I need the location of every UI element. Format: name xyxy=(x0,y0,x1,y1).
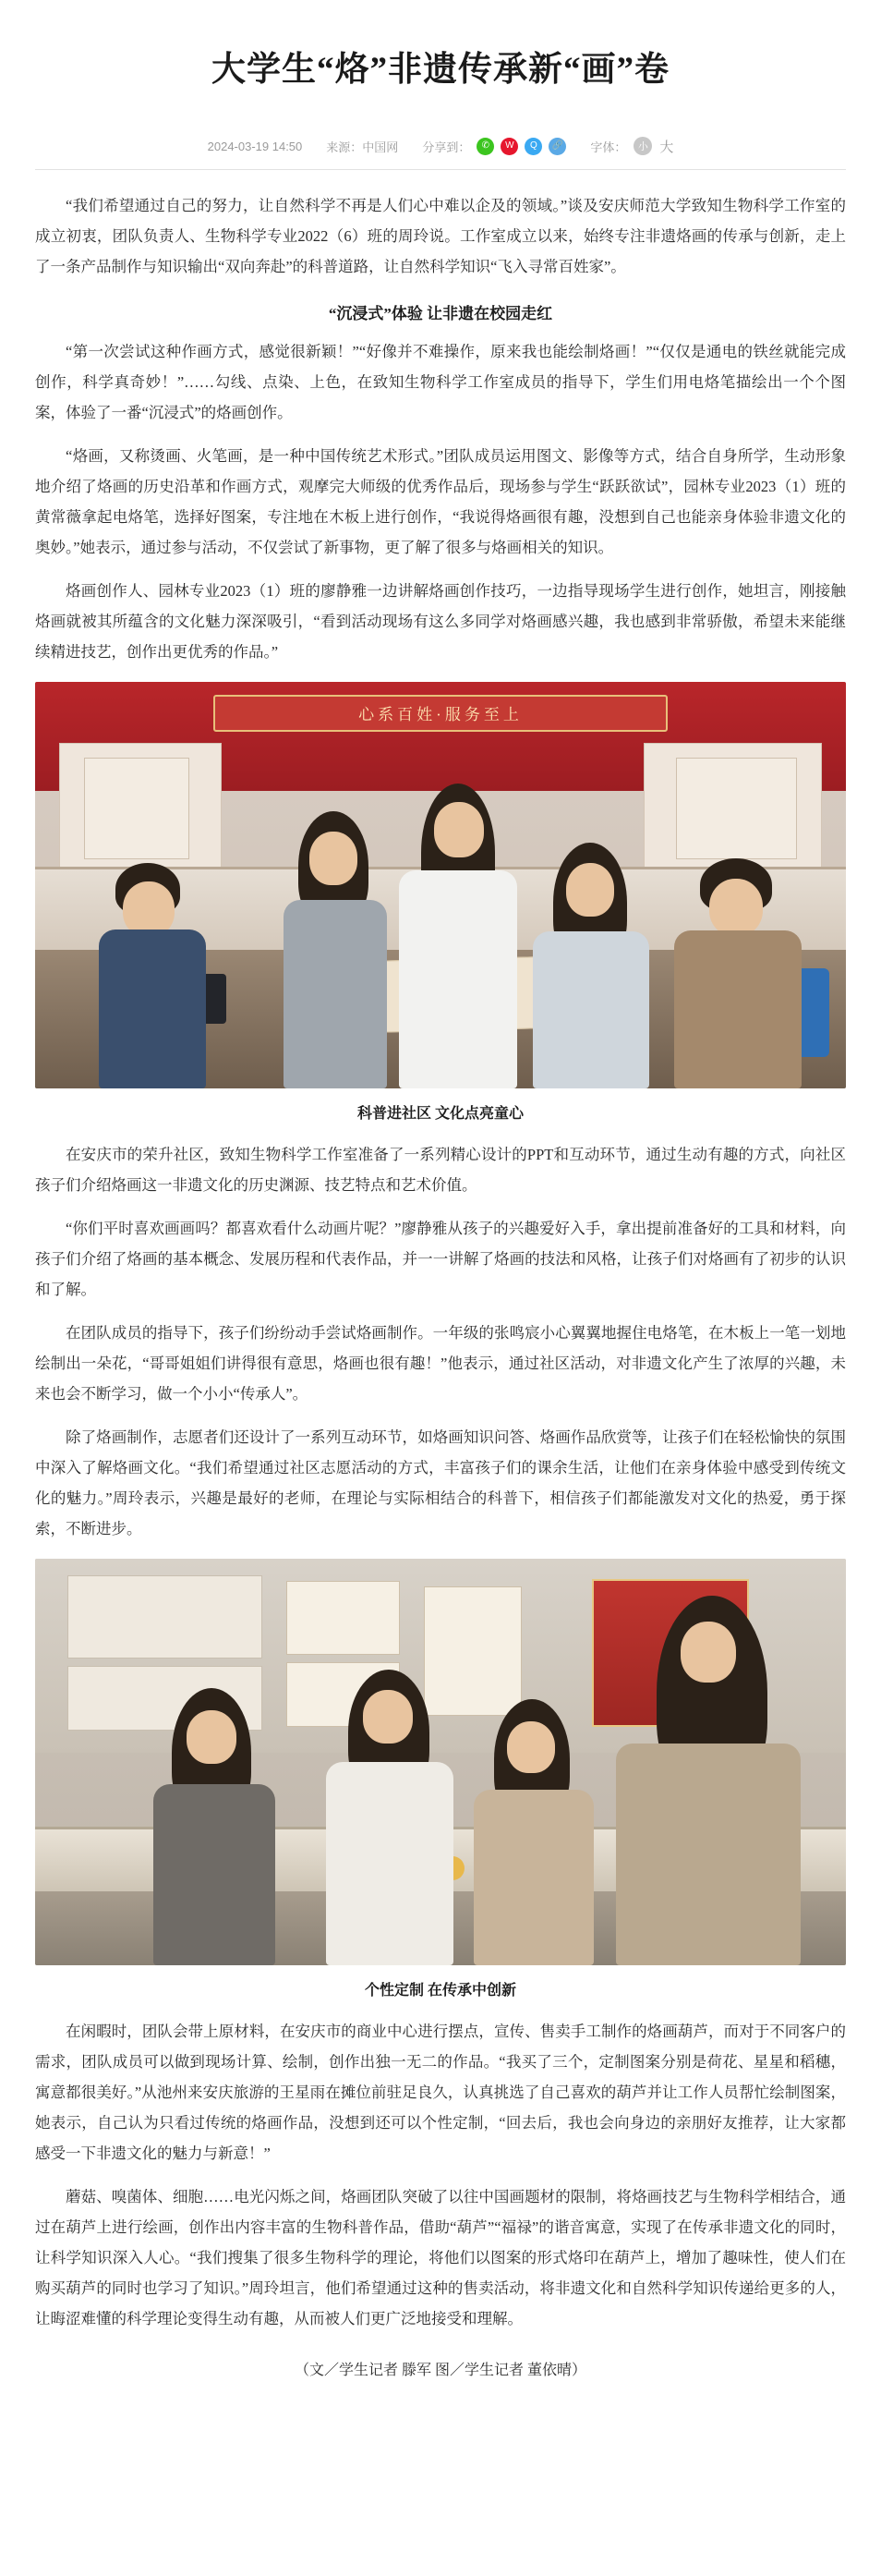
paragraph: 在闲暇时，团队会带上原材料，在安庆市的商业中心进行摆点，宣传、售卖手工制作的烙画葫芦，而对于不同客户的需求，团队成员可以做到现场计算、绘制，创作出独一无二的作品。“我买了三个，定制图案分别是荷花、星星和稻穗，寓意都很美好。”从池州来安庆旅游的王星雨在摊位前驻足良久，认真挑选了自己喜欢的葫芦并让工作人员帮忙绘制图案，她表示，自己认为只看过传统的烙画作品，没想到还可以个性定制，“回去后，我也会向身边的亲朋好友推荐，让大家都感受一下非遗文化的魅力与新意！” xyxy=(35,2022,846,2162)
paragraph: “第一次尝试这种作画方式，感觉很新颖！”“好像并不难操作，原来我也能绘制烙画！”“仅仅是通电的铁丝就能完成创作，科学真奇妙！”……勾线、点染、上色，在致知生物科学工作室成员的指导下，学生们用电烙笔描绘出一个个图案，体验了一番“沉浸式”的烙画创作。 xyxy=(35,342,846,421)
photo-classroom xyxy=(35,682,846,1088)
photo2-person-customer xyxy=(601,1596,814,1965)
photo2-shelf xyxy=(67,1575,262,1659)
font-size-small-button[interactable]: 小 xyxy=(634,137,652,155)
paragraph: 除了烙画制作，志愿者们还设计了一系列互动环节，如烙画知识问答、烙画作品欣赏等，让孩子们在轻松愉快的氛围中深入了解烙画文化。“我们希望通过社区志愿活动的方式，丰富孩子们的课余生活，让他们在亲身体验中感受到传统文化的魅力。”周玲表示，兴趣是最好的老师，在理论与实际相结合的科普下，相信孩子们都能激发对文化的热爱，勇于探索，不断进步。 xyxy=(35,1428,846,1537)
publish-date: 2024-03-19 14:50 xyxy=(207,139,303,153)
figure-caption: 科普进社区 文化点亮童心 xyxy=(356,1105,524,1122)
page-title: 大学生“烙”非遗传承新“画”卷 xyxy=(211,50,670,89)
font-size-label: 字体： xyxy=(590,140,627,154)
article-byline: （文／学生记者 滕军 图／学生记者 董依晴） xyxy=(294,2362,586,2378)
photo2-person-volunteer xyxy=(311,1670,468,1965)
figure-caption: 个性定制 在传承中创新 xyxy=(364,1982,516,1999)
photo1-person-student xyxy=(522,839,660,1088)
link-icon[interactable]: 🔗 xyxy=(549,138,566,155)
article-meta-bar xyxy=(0,133,881,169)
photo2-person-visitor xyxy=(465,1697,603,1965)
photo1-person-boy-left xyxy=(84,857,223,1088)
article-body xyxy=(0,190,881,2429)
wechat-icon[interactable]: ✆ xyxy=(477,138,494,155)
paragraph: 在安庆市的荣升社区，致知生物科学工作室准备了一系列精心设计的PPT和互动环节，通过生动有趣的方式，向社区孩子们介绍烙画这一非遗文化的历史渊源、技艺特点和艺术价值。 xyxy=(35,1145,846,1194)
font-size-group xyxy=(590,137,673,156)
source-value: 中国网 xyxy=(362,140,399,154)
photo1-person-instructor xyxy=(384,784,532,1088)
paragraph: 蘑菇、嗅菌体、细胞……电光闪烁之间，烙画团队突破了以往中国画题材的限制，将烙画技艺与生物科学相结合，通过在葫芦上进行绘画，创作出内容丰富的生物科普作品，借助“葫芦”“福禄”的谐音寓意，实现了在传承非遗文化的同时，让科学知识深入人心。“我们搜集了很多生物科学的理论，将他们以图案的形式烙印在葫芦上，增加了趣味性，使人们在购买葫芦的同时也学习了知识。”周玲坦言，他们希望通过这种的售卖活动，将非遗文化和自然科学知识传递给更多的人，让晦涩难懂的科学理论变得生动有趣，从而被人们更广泛地接受和理解。 xyxy=(35,2187,846,2327)
paragraph: “我们希望通过自己的努力，让自然科学不再是人们心中难以企及的领域。”谈及安庆师范大学致知生物科学工作室的成立初衷，团队负责人、生物科学专业2022（6）班的周玲说。工作室成立以来，始终专注非遗烙画的传承与创新，走上了一条产品制作与知识输出“双向奔赴”的科普道路，让自然科学知识“飞入寻常百姓家”。 xyxy=(35,196,846,275)
share-label: 分享到： xyxy=(422,140,471,154)
share-group xyxy=(422,138,566,155)
weibo-icon[interactable]: W xyxy=(501,138,518,155)
figure-classroom xyxy=(35,682,846,1123)
source-group xyxy=(326,138,398,155)
paragraph: “你们平时喜欢画画吗？都喜欢看什么动画片呢？”廖静雅从孩子的兴趣爱好入手，拿出提前准备好的工具和材料，向孩子们介绍了烙画的基本概念、发展历程和代表作品，并一一讲解了烙画的技法和风格，让孩子们对烙画有了初步的认识和了解。 xyxy=(35,1219,846,1298)
photo2-poster xyxy=(286,1581,400,1655)
qq-icon[interactable]: Q xyxy=(525,138,542,155)
header-divider xyxy=(35,169,846,170)
paragraph: “烙画，又称烫画、火笔画，是一种中国传统艺术形式。”团队成员运用图文、影像等方式，结合自身所学，生动形象地介绍了烙画的历史沿革和作画方式，观摩完大师级的优秀作品后，现场参与学生“跃跃欲试”，园林专业2023（1）班的黄常薇拿起电烙笔，选择好图案，专注地在木板上进行创作，“我说得烙画很有趣，没想到自己也能亲身体验非遗文化的奥妙。”她表示，通过参与活动，不仅尝试了新事物，更了解了很多与烙画相关的知识。 xyxy=(35,446,846,556)
paragraph: 烙画创作人、园林专业2023（1）班的廖静雅一边讲解烙画创作技巧，一边指导现场学生进行创作，她坦言，刚接触烙画就被其所蕴含的文化魅力深深吸引，“看到活动现场有这么多同学对烙画感兴趣，我也感到非常骄傲，希望未来能继续精进技艺，创作出更优秀的作品。” xyxy=(35,581,846,661)
figure-market-booth xyxy=(35,1559,846,1999)
photo2-person-volunteer xyxy=(140,1688,288,1965)
photo1-person-student xyxy=(271,811,400,1088)
photo1-poster xyxy=(84,758,189,859)
section-subheading: “沉浸式”体验 让非遗在校园走红 xyxy=(328,304,553,322)
photo-market-booth xyxy=(35,1559,846,1965)
font-size-large-button[interactable]: 大 xyxy=(659,139,674,155)
photo1-banner-text: 心系百姓·服务至上 xyxy=(213,695,668,732)
source-label: 来源： xyxy=(326,140,363,154)
paragraph: 在团队成员的指导下，孩子们纷纷动手尝试烙画制作。一年级的张鸣宸小心翼翼地握住电烙笔，在木板上一笔一划地绘制出一朵花，“哥哥姐姐们讲得很有意思，烙画也很有趣！”他表示，通过社区活动，对非遗文化产生了浓厚的兴趣，未来也会不断学习，做一个小小“传承人”。 xyxy=(35,1323,846,1403)
photo1-person-boy-right xyxy=(661,853,814,1088)
photo1-poster xyxy=(676,758,798,859)
